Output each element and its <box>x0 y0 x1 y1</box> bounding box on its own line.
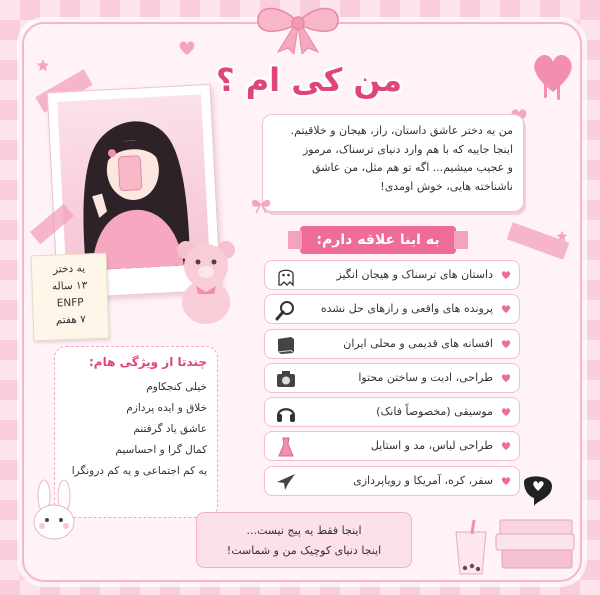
intro-line: و عجیب میشیم... اگه تو هم مثل، من عاشق <box>312 161 513 174</box>
dripping-heart-icon <box>530 48 576 104</box>
interest-label: افسانه های قدیمی و محلی ایران <box>343 336 493 350</box>
interest-label: داستان های ترسناک و هیجان انگیز <box>336 268 493 281</box>
bubble-tea-icon <box>452 520 490 576</box>
intro-line: ناشناخته هایی، خوش اومدی! <box>380 179 513 193</box>
interest-label: پرونده های واقعی و رازهای حل نشده <box>320 302 493 316</box>
profile-mbti: ENFP <box>56 296 84 310</box>
interest-label: طراحی لباس، مد و استایل <box>370 439 493 453</box>
profile-gender: یه دختر <box>52 262 86 276</box>
headphones-icon <box>275 402 297 424</box>
small-bow-icon <box>250 196 272 214</box>
teddy-bear-icon <box>170 236 242 326</box>
heart-icon <box>178 40 196 56</box>
dress-icon <box>275 436 297 458</box>
interests-list <box>264 260 520 500</box>
trait-item: خلاق و ایده پردازم <box>126 402 207 414</box>
interest-item <box>264 431 520 461</box>
intro-text <box>262 114 524 212</box>
airplane-icon <box>275 471 297 493</box>
book-icon <box>275 334 297 356</box>
trait-item: کمال گرا و احساسیم <box>115 444 207 456</box>
intro-line: اینجا جاییه که با هم وارد دنیای ترسناک، مرموز <box>302 142 513 156</box>
interests-title: به اینا علاقه دارم: <box>300 226 456 254</box>
star-icon <box>36 58 50 72</box>
trait-item: خیلی کنجکاوم <box>146 381 207 393</box>
magnifier-icon <box>275 299 297 321</box>
heart-icon <box>501 407 511 417</box>
interest-label: سفر، کره، آمریکا و رویاپردازی <box>353 473 493 487</box>
ghost-icon <box>275 265 297 287</box>
profile-age: ۱۳ ساله <box>51 279 88 293</box>
heart-icon <box>501 304 511 314</box>
profile-grade: ۷ هفتم <box>55 313 86 327</box>
interest-item <box>264 329 520 359</box>
traits-title: چندتا از ویژگی هام: <box>88 355 207 369</box>
trait-item: یه کم اجتماعی و یه کم درونگرا <box>71 465 207 477</box>
footer-line: اینجا دنیای کوچیک من و شماست! <box>226 544 382 557</box>
trait-item: عاشق یاد گرفتنم <box>133 423 207 435</box>
intro-line: من یه دختر عاشق داستان، راز، هیجان و خلاقیتم. <box>290 124 513 137</box>
interest-item <box>264 294 520 324</box>
heart-icon <box>501 441 511 451</box>
book-stack-icon <box>494 476 578 576</box>
interest-item <box>264 397 520 427</box>
interest-item <box>264 260 520 290</box>
camera-icon <box>275 368 297 390</box>
page-title: من کی ام ؟ <box>216 61 402 99</box>
footer-note <box>196 512 412 568</box>
heart-icon <box>501 373 511 383</box>
heart-icon <box>501 339 511 349</box>
bow-icon <box>248 2 348 54</box>
footer-line: اینجا فقط یه پیج نیست... <box>246 524 362 537</box>
interest-item <box>264 466 520 496</box>
heart-icon <box>501 270 511 280</box>
interest-item <box>264 363 520 393</box>
bunny-icon <box>26 478 82 548</box>
interest-label: موسیقی (مخصوصاً فانک) <box>376 405 493 419</box>
interest-label: طراحی، ادیت و ساختن محتوا <box>358 370 493 384</box>
profile-info-note <box>31 253 110 342</box>
